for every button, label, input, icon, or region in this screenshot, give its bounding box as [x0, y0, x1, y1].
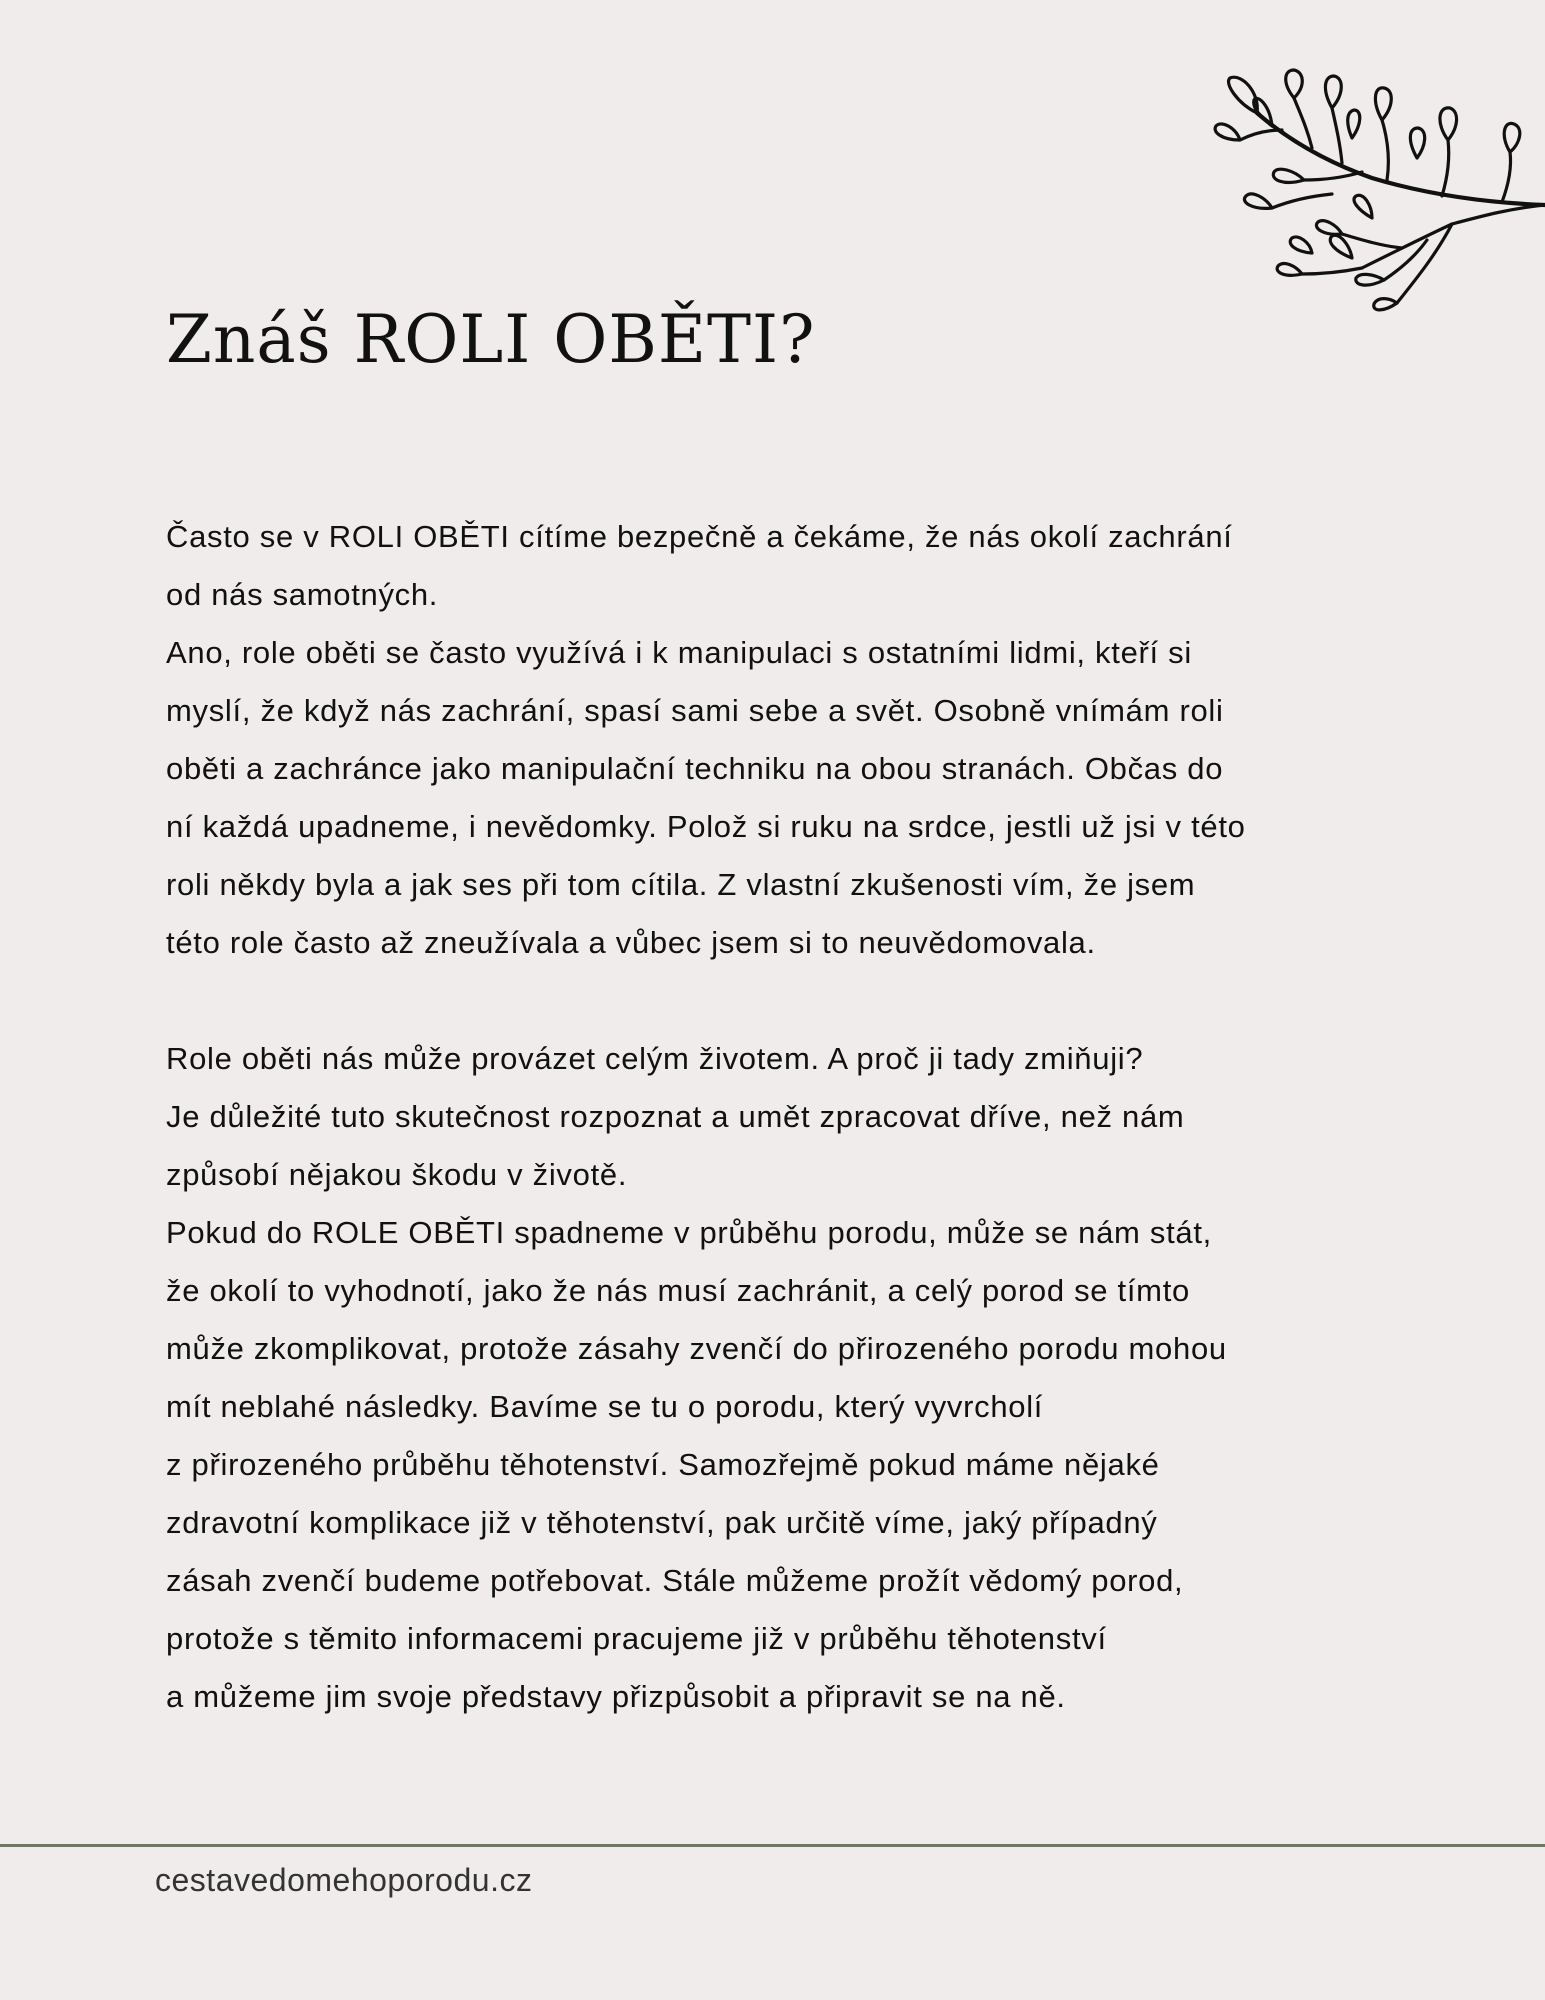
paragraph-line: Je důležité tuto skutečnost rozpoznat a umět zpracovat dříve, než nám — [166, 1099, 1185, 1134]
footer-website: cestavedomehoporodu.cz — [155, 1862, 533, 1898]
body-text — [166, 508, 1426, 1726]
paragraph-line: Role oběti nás může provázet celým životem. A proč ji tady zmiňuji? — [166, 1041, 1144, 1076]
paragraph-line: od nás samotných. — [166, 577, 439, 612]
paragraph-line: může zkomplikovat, protože zásahy zvenčí do přirozeného porodu mohou — [166, 1331, 1227, 1366]
footer-divider — [0, 1844, 1545, 1847]
paragraph-line: Pokud do ROLE OBĚTI spadneme v průběhu porodu, může se nám stát, — [166, 1215, 1212, 1250]
paragraph-line: oběti a zachránce jako manipulační techniku na obou stranách. Občas do — [166, 751, 1224, 786]
paragraph-line: a můžeme jim svoje představy přizpůsobit a připravit se na ně. — [166, 1679, 1066, 1714]
paragraph-line: zásah zvenčí budeme potřebovat. Stále můžeme prožít vědomý porod, — [166, 1563, 1184, 1598]
paragraph-line: způsobí nějakou škodu v životě. — [166, 1157, 628, 1192]
leafy-branch-icon — [1212, 68, 1545, 318]
paragraph-line: protože s těmito informacemi pracujeme již v průběhu těhotenství — [166, 1621, 1107, 1656]
paragraph-line: Často se v ROLI OBĚTI cítíme bezpečně a čekáme, že nás okolí zachrání — [166, 519, 1233, 554]
paragraph-line: že okolí to vyhodnotí, jako že nás musí zachránit, a celý porod se tímto — [166, 1273, 1190, 1308]
paragraph-line: Ano, role oběti se často využívá i k manipulaci s ostatními lidmi, kteří si — [166, 635, 1192, 670]
page-title: Znáš ROLI OBĚTI? — [166, 301, 816, 378]
paragraph-line: myslí, že když nás zachrání, spasí sami sebe a svět. Osobně vnímám roli — [166, 693, 1224, 728]
paragraph-line: ní každá upadneme, i nevědomky. Polož si ruku na srdce, jestli už jsi v této — [166, 809, 1246, 844]
paragraph-line: zdravotní komplikace již v těhotenství, pak určitě víme, jaký případný — [166, 1505, 1158, 1540]
paragraph-line: z přirozeného průběhu těhotenství. Samozřejmě pokud máme nějaké — [166, 1447, 1160, 1482]
paragraph-line: mít neblahé následky. Bavíme se tu o porodu, který vyvrcholí — [166, 1389, 1044, 1424]
paragraph-spacer — [166, 972, 1426, 1030]
paragraph-line: roli někdy byla a jak ses při tom cítila. Z vlastní zkušenosti vím, že jsem — [166, 867, 1196, 902]
paragraph-line: této role často až zneužívala a vůbec jsem si to neuvědomovala. — [166, 925, 1096, 960]
